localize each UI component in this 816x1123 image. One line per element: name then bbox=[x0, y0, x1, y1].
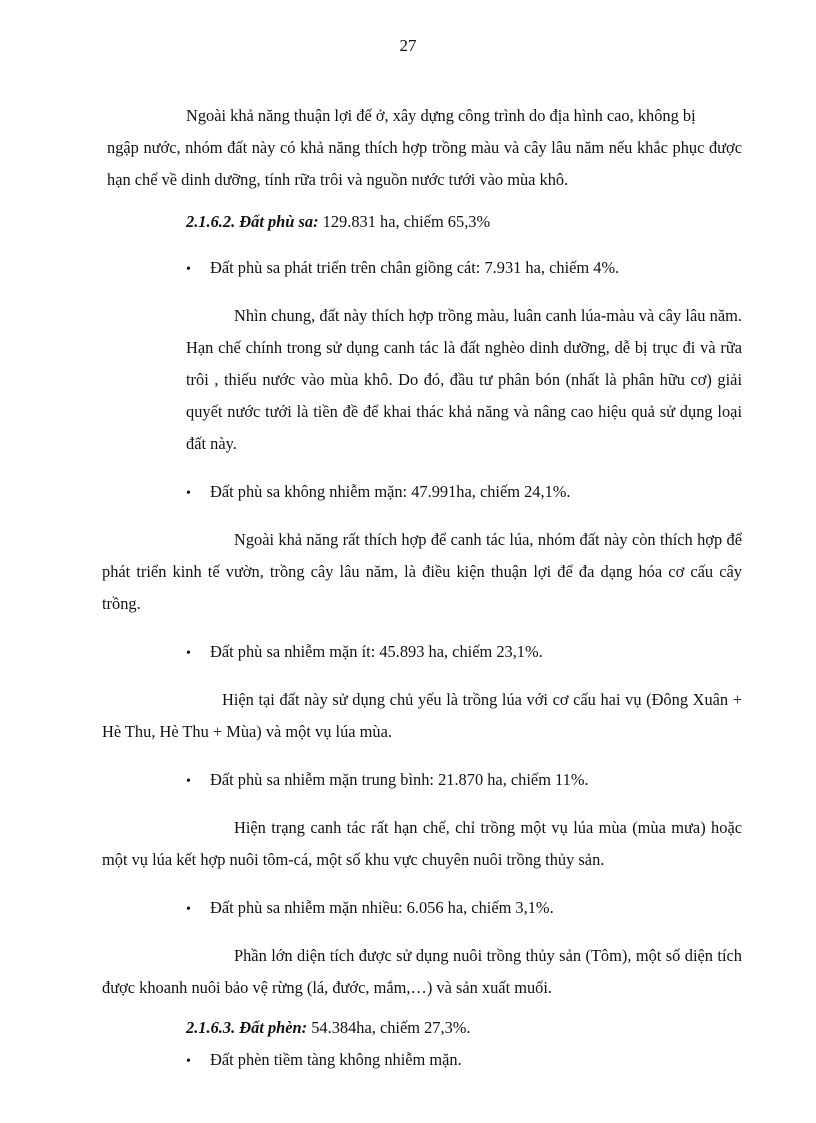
bullet-text: Đất phù sa nhiễm mặn ít: 45.893 ha, chiếm 23,1%. bbox=[210, 642, 543, 661]
bullet-icon: • bbox=[186, 646, 191, 661]
item-paragraph-text: Hiện trạng canh tác rất hạn chế, chỉ trồng một vụ lúa mùa (mùa mưa) hoặc một vụ lúa kết hợp nuôi tôm-cá, một số khu vực chuyên nuôi trồng thủy sản. bbox=[102, 818, 742, 869]
list-item bbox=[186, 252, 742, 286]
list-item bbox=[186, 636, 742, 670]
section-value: 54.384ha, chiếm 27,3%. bbox=[307, 1018, 471, 1037]
item-paragraph-text: Nhìn chung, đất này thích hợp trồng màu, luân canh lúa-màu và cây lâu năm. Hạn chế chính trong sử dụng canh tác là đất nghèo dinh dưỡng, dễ bị trục đi và rữa trôi , thiếu nước vào mùa khô. Do đó, đầu tư phân bón (nhất là phân hữu cơ) giải quyết nước tưới là tiền đề để khai thác khả năng và nâng cao hiệu quả sử dụng loại đất này. bbox=[186, 306, 742, 453]
item-paragraph bbox=[102, 524, 742, 620]
list-item bbox=[186, 892, 742, 926]
bullet-icon: • bbox=[186, 486, 191, 501]
bullet-text: Đất phù sa phát triển trên chân giồng cát: 7.931 ha, chiếm 4%. bbox=[210, 258, 620, 277]
bullet-icon: • bbox=[186, 902, 191, 917]
page-content bbox=[102, 100, 742, 1078]
bullet-text: Đất phù sa nhiễm mặn trung bình: 21.870 ha, chiếm 11%. bbox=[210, 770, 589, 789]
item-paragraph bbox=[102, 940, 742, 1004]
item-paragraph-text: Phần lớn diện tích được sử dụng nuôi trồng thủy sản (Tôm), một số diện tích được khoanh nuôi bảo vệ rừng (lá, đước, mắm,…) và sản xuất muối. bbox=[102, 946, 742, 997]
list-item bbox=[186, 764, 742, 798]
section-title: Đất phù sa: bbox=[239, 212, 319, 231]
section-heading-acid bbox=[186, 1012, 742, 1044]
bullet-icon: • bbox=[186, 774, 191, 789]
item-paragraph-text: Ngoài khả năng rất thích hợp để canh tác lúa, nhóm đất này còn thích hợp để phát triển kinh tế vườn, trồng cây lâu năm, là điều kiện thuận lợi để đa dạng hóa cơ cấu cây trồng. bbox=[102, 530, 742, 613]
intro-paragraph bbox=[107, 100, 742, 196]
intro-continuation: ngập nước, nhóm đất này có khả năng thích hợp trồng màu và cây lâu năm nếu khắc phục được hạn chế về dinh dưỡng, tính rữa trôi và nguồn nước tưới vào mùa khô. bbox=[107, 138, 742, 189]
section-title: Đất phèn: bbox=[239, 1018, 308, 1037]
list-item bbox=[186, 1044, 742, 1078]
item-paragraph bbox=[102, 812, 742, 876]
bullet-icon: • bbox=[186, 262, 191, 277]
item-paragraph-text: Hiện tại đất này sử dụng chủ yếu là trồng lúa với cơ cấu hai vụ (Đông Xuân + Hè Thu, Hè Thu + Mùa) và một vụ lúa mùa. bbox=[102, 690, 742, 741]
bullet-icon: • bbox=[186, 1054, 191, 1069]
page-number: 27 bbox=[399, 36, 417, 55]
item-paragraph bbox=[102, 300, 742, 460]
section-number: 2.1.6.2. bbox=[186, 212, 236, 231]
section-number: 2.1.6.3. bbox=[186, 1018, 236, 1037]
section-heading-alluvial bbox=[186, 206, 742, 238]
bullet-text: Đất phù sa nhiễm mặn nhiều: 6.056 ha, chiếm 3,1%. bbox=[210, 898, 554, 917]
bullet-text: Đất phèn tiềm tàng không nhiễm mặn. bbox=[210, 1050, 462, 1069]
intro-line-1: Ngoài khả năng thuận lợi để ở, xây dựng công trình do địa hình cao, không bị bbox=[186, 106, 696, 125]
bullet-text: Đất phù sa không nhiễm mặn: 47.991ha, chiếm 24,1%. bbox=[210, 482, 571, 501]
item-paragraph bbox=[102, 684, 742, 748]
list-item bbox=[186, 476, 742, 510]
section-value: 129.831 ha, chiếm 65,3% bbox=[318, 212, 491, 231]
